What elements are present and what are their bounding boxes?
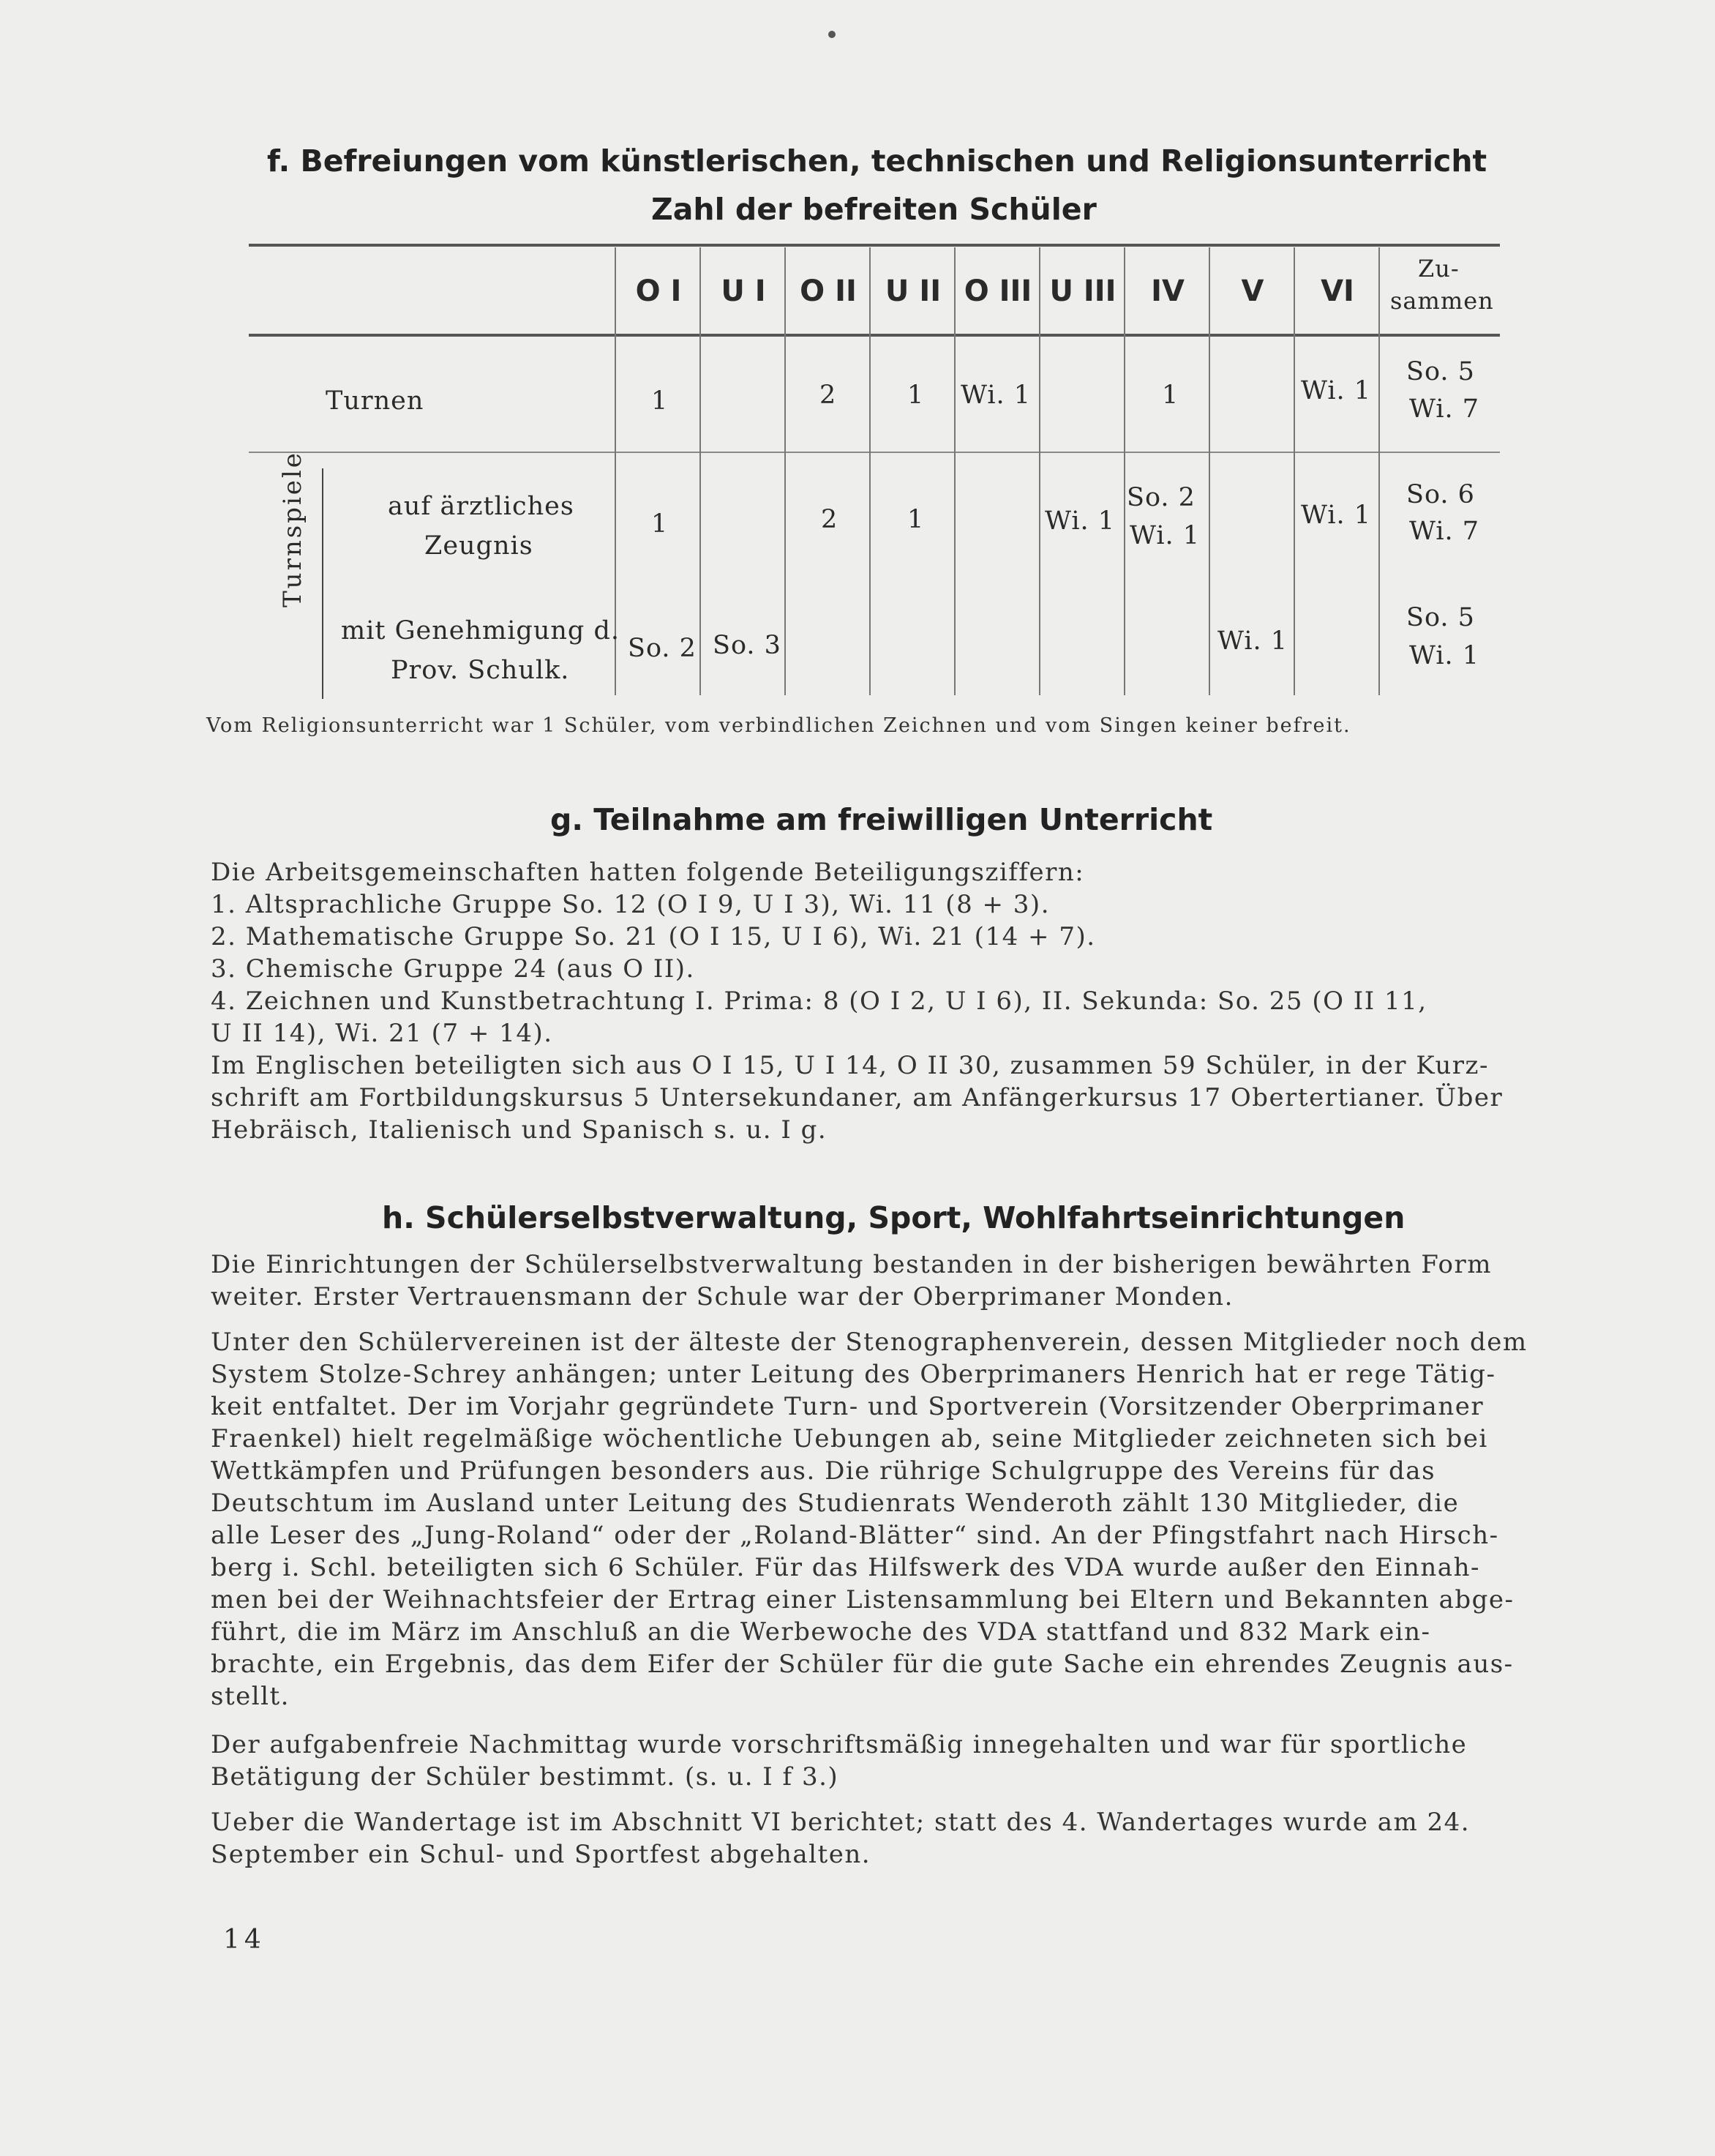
section-g-line: 1. Altsprachliche Gruppe So. 12 (O I 9, U I 3), Wi. 11 (8 + 3). [211, 890, 1051, 919]
table-header-rule [249, 334, 1500, 337]
cell-genehmigung-ui: So. 3 [713, 631, 781, 660]
paragraph-line: Betätigung der Schüler bestimmt. (s. u. I f 3.) [211, 1762, 839, 1792]
cell-turnen-oiii: Wi. 1 [961, 381, 1032, 410]
cell-genehmigung-total-so: So. 5 [1406, 603, 1475, 632]
table-column-line [784, 247, 786, 695]
section-g-line: 2. Mathematische Gruppe So. 21 (O I 15, U I 6), Wi. 21 (14 + 7). [211, 922, 1096, 951]
table-column-line [1294, 247, 1295, 695]
cell-aerztlich-total-wi: Wi. 7 [1409, 517, 1480, 546]
cell-turnen-oii: 2 [819, 381, 837, 410]
paragraph-line: men bei der Weihnachtsfeier der Ertrag einer Listensammlung bei Eltern und Bekannten abge- [211, 1585, 1515, 1614]
section-g-line: U II 14), Wi. 21 (7 + 14). [211, 1019, 553, 1048]
column-header-total: Zu- [1418, 255, 1460, 282]
paragraph-line: Wettkämpfen und Prüfungen besonders aus. Die rührige Schulgruppe des Vereins für das [211, 1456, 1436, 1486]
column-header-ui: U I [721, 274, 766, 308]
row-label-genehmigung-cont: Prov. Schulk. [391, 656, 570, 685]
section-h-paragraph-3 [211, 1729, 1557, 1793]
column-header-oi: O I [635, 274, 682, 308]
cell-aerztlich-total-so: So. 6 [1406, 480, 1475, 509]
section-g-line: Hebräisch, Italienisch und Spanisch s. u. I g. [211, 1115, 828, 1145]
table-column-line [954, 247, 956, 695]
section-g-line: Im Englischen beteiligten sich aus O I 15, U I 14, O II 30, zusammen 59 Schüler, in der Kurz- [211, 1051, 1489, 1080]
paragraph-line: weiter. Erster Vertrauensmann der Schule war der Oberprimaner Monden. [211, 1282, 1234, 1311]
turnspiele-brace [322, 468, 328, 699]
cell-turnen-total-so: So. 5 [1406, 357, 1475, 386]
section-g-line: schrift am Fortbildungskursus 5 Untersekundaner, am Anfängerkursus 17 Obertertianer. Über [211, 1083, 1504, 1112]
row-label-aerztlich: auf ärztliches [388, 492, 574, 521]
table-column-line [1124, 247, 1125, 695]
column-header-v: V [1241, 274, 1264, 308]
cell-turnen-iv: 1 [1162, 381, 1179, 410]
row-label-turnen: Turnen [326, 386, 424, 416]
table-column-line [869, 247, 871, 695]
table-row-rule [249, 452, 1500, 453]
paragraph-line: stellt. [211, 1682, 290, 1711]
paragraph-line: führt, die im März im Anschluß an die Werbewoche des VDA stattfand und 832 Mark ein- [211, 1617, 1431, 1647]
cell-aerztlich-uii: 1 [907, 505, 925, 534]
section-h-paragraph-1 [211, 1249, 1557, 1313]
paragraph-line: System Stolze-Schrey anhängen; unter Leitung des Oberprimaners Henrich hat er rege Tätig- [211, 1360, 1496, 1389]
print-speck [828, 31, 836, 38]
column-header-total-cont: sammen [1390, 287, 1494, 315]
column-header-vi: VI [1321, 274, 1354, 308]
column-header-uii: U II [885, 274, 942, 308]
paragraph-line: Ueber die Wandertage ist im Abschnitt VI berichtet; statt des 4. Wandertages wurde am 24. [211, 1808, 1471, 1837]
cell-aerztlich-oi: 1 [651, 509, 669, 539]
paragraph-line: Unter den Schülervereinen ist der älteste der Stenographenverein, dessen Mitglieder noch dem [211, 1328, 1528, 1357]
paragraph-line: Fraenkel) hielt regelmäßige wöchentliche Uebungen ab, seine Mitglieder zeichneten sich bei [211, 1424, 1488, 1453]
column-header-oii: O II [800, 274, 857, 308]
cell-genehmigung-v: Wi. 1 [1217, 626, 1288, 656]
section-f-heading: f. Befreiungen vom künstlerischen, technischen und Religionsunterricht [267, 143, 1487, 179]
paragraph-line: Deutschtum im Ausland unter Leitung des Studienrats Wenderoth zählt 130 Mitglieder, die [211, 1489, 1460, 1518]
table-note: Vom Religionsunterricht war 1 Schüler, vom verbindlichen Zeichnen und vom Singen keiner befreit. [206, 714, 1351, 737]
cell-aerztlich-uiii: Wi. 1 [1045, 506, 1116, 536]
section-g-body [211, 856, 1557, 1146]
row-label-aerztlich-cont: Zeugnis [424, 531, 533, 561]
paragraph-line: berg i. Schl. beteiligten sich 6 Schüler. Für das Hilfswerk des VDA wurde außer den Einnah- [211, 1553, 1480, 1582]
cell-aerztlich-vi: Wi. 1 [1301, 501, 1372, 530]
cell-genehmigung-oi: So. 2 [628, 634, 697, 663]
paragraph-line: brachte, ein Ergebnis, das dem Eifer der Schüler für die gute Sache ein ehrendes Zeugnis aus- [211, 1650, 1514, 1679]
table-column-line [1209, 247, 1210, 695]
paragraph-line: Der aufgabenfreie Nachmittag wurde vorschriftsmäßig innegehalten und war für sportliche [211, 1730, 1468, 1759]
paragraph-line: alle Leser des „Jung-Roland“ oder der „Roland-Blätter“ sind. An der Pfingstfahrt nach Hirsch- [211, 1521, 1499, 1550]
page-number: 14 [223, 1925, 266, 1955]
column-header-uiii: U III [1049, 274, 1117, 308]
cell-turnen-vi: Wi. 1 [1301, 376, 1372, 405]
cell-turnen-total-wi: Wi. 7 [1409, 394, 1480, 424]
table-top-rule [249, 244, 1500, 247]
section-h-paragraph-2 [211, 1326, 1557, 1713]
table-column-line [1039, 247, 1040, 695]
section-h-heading: h. Schülerselbstverwaltung, Sport, Wohlfahrtseinrichtungen [382, 1200, 1406, 1235]
column-header-iv: IV [1151, 274, 1185, 308]
section-g-line: 4. Zeichnen und Kunstbetrachtung I. Prima: 8 (O I 2, U I 6), II. Sekunda: So. 25 (O II 11, [211, 987, 1427, 1016]
section-h-paragraph-4 [211, 1806, 1557, 1871]
table-column-line [1378, 247, 1380, 695]
cell-aerztlich-iv-so: So. 2 [1127, 483, 1196, 512]
cell-aerztlich-oii: 2 [821, 505, 838, 534]
turnspiele-label: Turnspiele [278, 451, 307, 607]
row-label-genehmigung: mit Genehmigung d. [341, 616, 620, 645]
column-header-oiii: O III [964, 274, 1032, 308]
cell-turnen-oi: 1 [651, 386, 669, 416]
paragraph-line: September ein Schul- und Sportfest abgehalten. [211, 1840, 871, 1869]
section-f-subheading: Zahl der befreiten Schüler [651, 192, 1097, 227]
cell-aerztlich-iv-wi: Wi. 1 [1130, 521, 1201, 550]
section-g-line: Die Arbeitsgemeinschaften hatten folgende Beteiligungsziffern: [211, 858, 1085, 887]
paragraph-line: keit entfaltet. Der im Vorjahr gegründete Turn- und Sportverein (Vorsitzender Oberprimaner [211, 1392, 1485, 1421]
cell-turnen-uii: 1 [907, 381, 925, 410]
cell-genehmigung-total-wi: Wi. 1 [1409, 641, 1480, 670]
table-column-line [699, 247, 701, 695]
section-g-heading: g. Teilnahme am freiwilligen Unterricht [550, 802, 1213, 837]
paragraph-line: Die Einrichtungen der Schülerselbstverwaltung bestanden in der bisherigen bewährten Form [211, 1250, 1492, 1279]
section-g-line: 3. Chemische Gruppe 24 (aus O II). [211, 954, 695, 984]
